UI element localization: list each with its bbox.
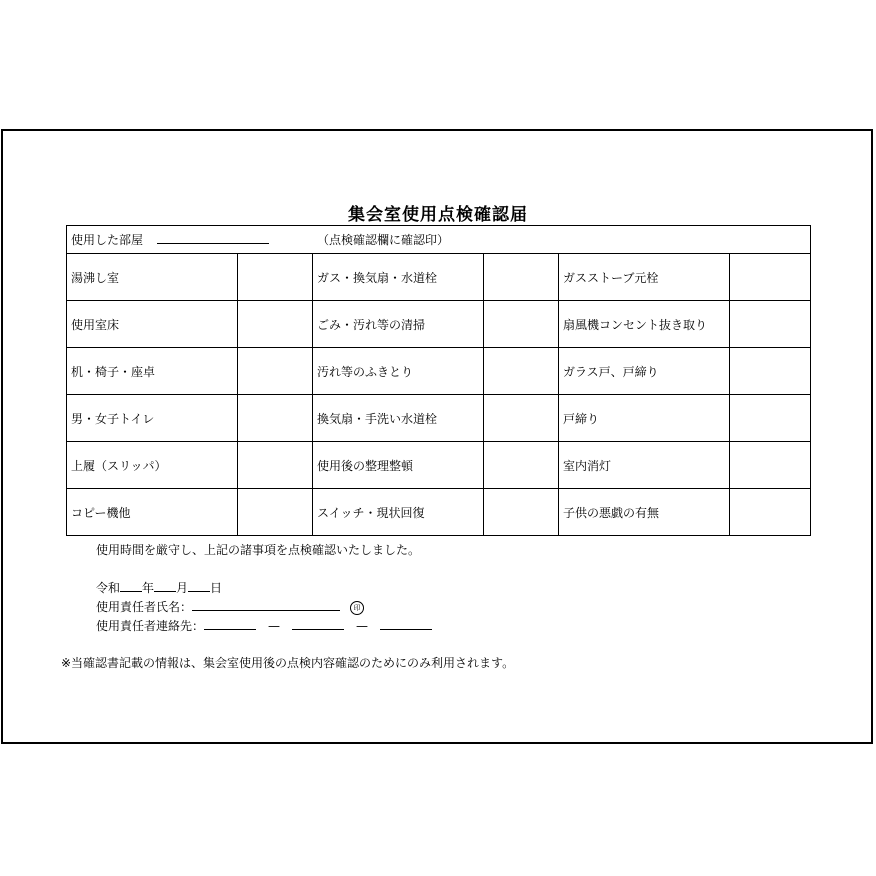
check-cell[interactable] — [238, 489, 313, 536]
confirmation-statement: 使用時間を厳守し、上記の諸事項を点検確認いたしました。 — [96, 543, 421, 557]
month-label: 月 — [176, 581, 189, 595]
check-cell[interactable] — [730, 442, 811, 489]
room-cell — [67, 226, 811, 254]
room-input-line[interactable] — [157, 234, 269, 244]
responsible-name-blank[interactable] — [192, 600, 340, 611]
item-label: 戸締り — [559, 395, 730, 442]
check-cell[interactable] — [238, 254, 313, 301]
item-label: コピー機他 — [67, 489, 238, 536]
date-line — [96, 579, 222, 596]
item-label: 子供の悪戯の有無 — [559, 489, 730, 536]
contact-blank-2[interactable] — [292, 619, 344, 630]
check-cell[interactable] — [730, 489, 811, 536]
item-label: スイッチ・現状回復 — [313, 489, 484, 536]
check-cell[interactable] — [730, 301, 811, 348]
item-label: ガラス戸、戸締り — [559, 348, 730, 395]
check-cell[interactable] — [484, 348, 559, 395]
form-title: 集会室使用点検確認届 — [348, 205, 528, 225]
year-label: 年 — [142, 581, 155, 595]
check-cell[interactable] — [484, 442, 559, 489]
item-label: 男・女子トイレ — [67, 395, 238, 442]
contact-blank-3[interactable] — [380, 619, 432, 630]
contact-blank-1[interactable] — [204, 619, 256, 630]
table-row — [67, 489, 811, 536]
item-label: 使用室床 — [67, 301, 238, 348]
check-cell[interactable] — [238, 395, 313, 442]
item-label: 室内消灯 — [559, 442, 730, 489]
table-row — [67, 348, 811, 395]
check-cell[interactable] — [730, 348, 811, 395]
table-header-row — [67, 226, 811, 254]
item-label: 湯沸し室 — [67, 254, 238, 301]
item-label: ごみ・汚れ等の清掃 — [313, 301, 484, 348]
check-cell[interactable] — [238, 348, 313, 395]
room-label: 使用した部屋 — [71, 233, 144, 247]
item-label: 上履（スリッパ） — [67, 442, 238, 489]
item-label: 使用後の整理整頓 — [313, 442, 484, 489]
era-label: 令和 — [96, 581, 121, 595]
item-label: 机・椅子・座卓 — [67, 348, 238, 395]
contact-label: 使用責任者連絡先： — [96, 619, 205, 633]
responsible-name-label: 使用責任者氏名： — [96, 600, 193, 614]
check-cell[interactable] — [730, 254, 811, 301]
year-blank[interactable] — [120, 581, 142, 592]
check-cell[interactable] — [730, 395, 811, 442]
seal-note: （点検確認欄に確認印） — [317, 233, 450, 247]
table-row — [67, 442, 811, 489]
contact-dash: — — [356, 619, 369, 633]
seal-mark-icon: 印 — [350, 601, 364, 615]
item-label: ガスストーブ元栓 — [559, 254, 730, 301]
item-label: 扇風機コンセント抜き取り — [559, 301, 730, 348]
contact-line — [96, 617, 432, 634]
responsible-name-line — [96, 598, 364, 615]
privacy-footnote: ※当確認書記載の情報は、集会室使用後の点検内容確認のためにのみ利用されます。 — [61, 656, 515, 670]
table-row — [67, 254, 811, 301]
check-cell[interactable] — [484, 254, 559, 301]
check-cell[interactable] — [484, 301, 559, 348]
check-cell[interactable] — [484, 489, 559, 536]
table-row — [67, 395, 811, 442]
inspection-table — [66, 225, 811, 536]
check-cell[interactable] — [484, 395, 559, 442]
day-blank[interactable] — [188, 581, 210, 592]
item-label: 汚れ等のふきとり — [313, 348, 484, 395]
check-cell[interactable] — [238, 301, 313, 348]
table-row — [67, 301, 811, 348]
item-label: 換気扇・手洗い水道栓 — [313, 395, 484, 442]
day-label: 日 — [210, 581, 223, 595]
contact-dash: — — [268, 619, 281, 633]
item-label: ガス・換気扇・水道栓 — [313, 254, 484, 301]
check-cell[interactable] — [238, 442, 313, 489]
month-blank[interactable] — [154, 581, 176, 592]
